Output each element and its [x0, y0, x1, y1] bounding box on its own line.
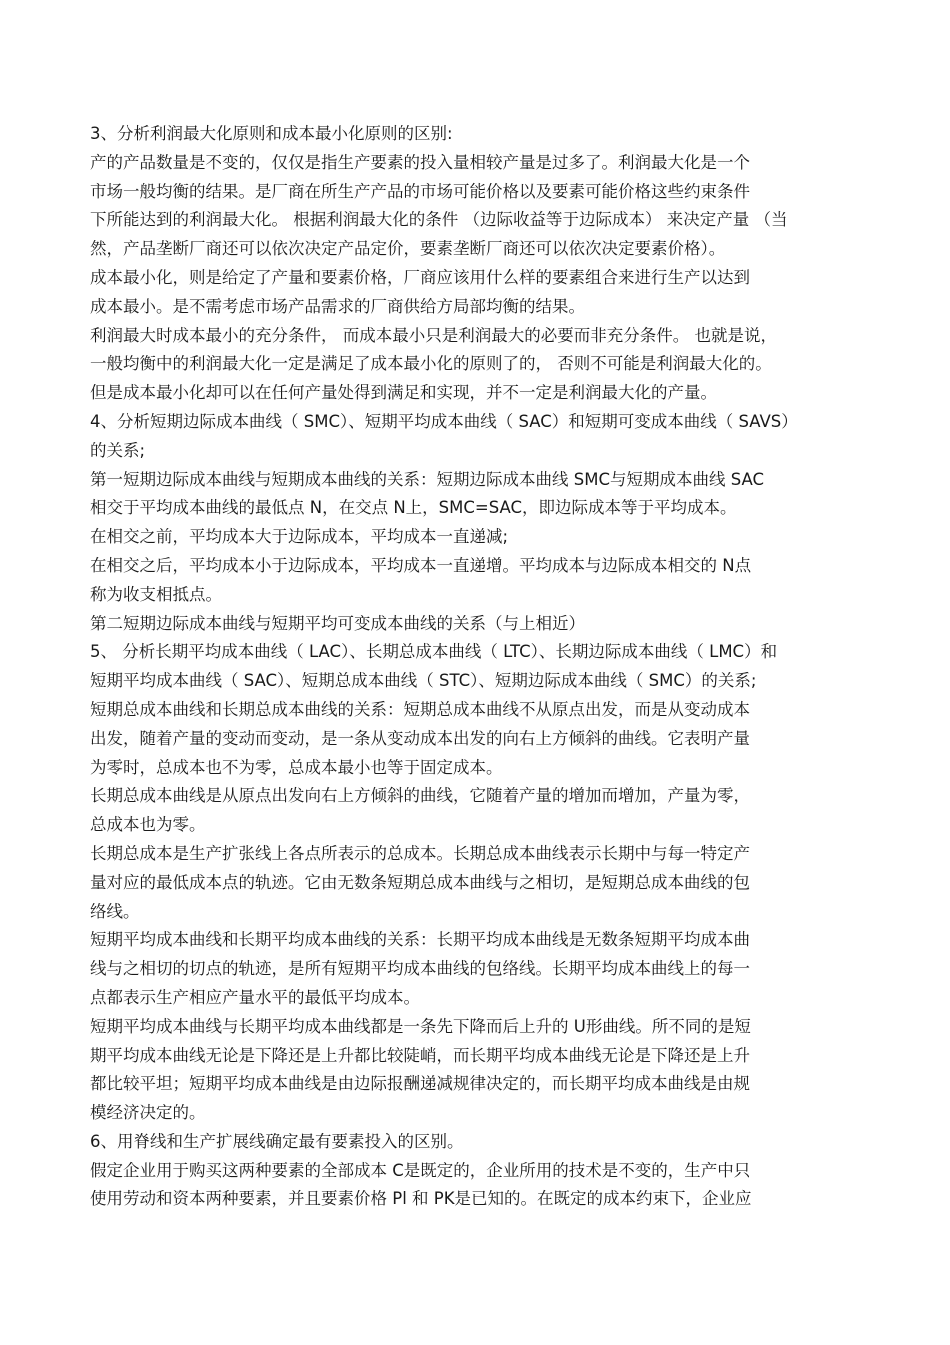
text-line: 但是成本最小化却可以在任何产量处得到满足和实现，并不一定是利润最大化的产量。: [90, 383, 717, 403]
text-line: 在相交之前，平均成本大于边际成本，平均成本一直递减;: [90, 527, 509, 547]
text-line: 短期平均成本曲线（ SAC）、短期总成本曲线（ STC）、短期边际成本曲线（ SMC）的关系;: [90, 671, 757, 691]
text-line: 假定企业用于购买这两种要素的全部成本 C是既定的，企业所用的技术是不变的，生产中只: [90, 1160, 751, 1180]
text-line: 为零时，总成本也不为零，总成本最小也等于固定成本。: [90, 757, 503, 777]
text-line: 第一短期边际成本曲线与短期成本曲线的关系：短期边际成本曲线 SMC与短期成本曲线 SAC: [90, 469, 765, 489]
text-line: 4、分析短期边际成本曲线（ SMC）、短期平均成本曲线（ SAC）和短期可变成本曲线（ SAVS）: [90, 411, 798, 431]
text-line: 期平均成本曲线无论是下降还是上升都比较陡峭，而长期平均成本曲线无论是下降还是上升: [90, 1045, 750, 1065]
text-line: 产的产品数量是不变的，仅仅是指生产要素的投入量相较产量是过多了。利润最大化是一个: [90, 152, 750, 172]
text-line: 长期总成本曲线是从原点出发向右上方倾斜的曲线，它随着产量的增加而增加，产量为零，: [90, 786, 750, 806]
text-line: 下所能达到的利润最大化。 根据利润最大化的条件 （边际收益等于边际成本） 来决定产量 （当: [90, 210, 788, 230]
text-line: 市场一般均衡的结果。是厂商在所生产产品的市场可能价格以及要素可能价格这些约束条件: [90, 181, 750, 201]
text-line: 3、分析利润最大化原则和成本最小化原则的区别:: [90, 124, 453, 143]
text-line: 6、用脊线和生产扩展线确定最有要素投入的区别。: [90, 1131, 464, 1151]
text-line: 线与之相切的切点的轨迹，是所有短期平均成本曲线的包络线。长期平均成本曲线上的每一: [90, 959, 750, 979]
text-line: 一般均衡中的利润最大化一定是满足了成本最小化的原则了的， 否则不可能是利润最大化的。: [90, 354, 772, 374]
text-line: 称为收支相抵点。: [90, 584, 222, 604]
text-line: 点都表示生产相应产量水平的最低平均成本。: [90, 987, 420, 1007]
text-line: 都比较平坦；短期平均成本曲线是由边际报酬递减规律决定的，而长期平均成本曲线是由规: [90, 1074, 750, 1094]
text-line: 然，产品垄断厂商还可以依次决定产品定价，要素垄断厂商还可以依次决定要素价格）。: [90, 239, 726, 259]
document-body: [90, 120, 870, 1214]
text-line: 相交于平均成本曲线的最低点 N，在交点 N上，SMC=SAC，即边际成本等于平均成本。: [90, 498, 737, 518]
text-line: 利润最大时成本最小的充分条件， 而成本最小只是利润最大的必要而非充分条件。 也就是说，: [90, 325, 777, 345]
text-line: 出发，随着产量的变动而变动，是一条从变动成本出发的向右上方倾斜的曲线。它表明产量: [90, 728, 750, 748]
text-line: 在相交之后，平均成本小于边际成本，平均成本一直递增。平均成本与边际成本相交的 N点: [90, 555, 752, 575]
text-line: 成本最小。是不需考虑市场产品需求的厂商供给方局部均衡的结果。: [90, 296, 585, 316]
text-line: 的关系;: [90, 440, 146, 460]
text-line: 第二短期边际成本曲线与短期平均可变成本曲线的关系（与上相近）: [90, 613, 585, 633]
text-line: 成本最小化，则是给定了产量和要素价格，厂商应该用什么样的要素组合来进行生产以达到: [90, 267, 750, 287]
text-line: 短期总成本曲线和长期总成本曲线的关系：短期总成本曲线不从原点出发，而是从变动成本: [90, 699, 750, 719]
text-line: 模经济决定的。: [90, 1103, 206, 1123]
text-line: 使用劳动和资本两种要素，并且要素价格 Pl 和 PK是已知的。在既定的成本约束下，企业应: [90, 1189, 752, 1209]
text-line: 量对应的最低成本点的轨迹。它由无数条短期总成本曲线与之相切，是短期总成本曲线的包: [90, 872, 750, 892]
text-line: 络线。: [90, 901, 140, 921]
text-line: 5、 分析长期平均成本曲线（ LAC）、长期总成本曲线（ LTC）、长期边际成本曲线（ LMC）和: [90, 642, 778, 662]
text-line: 长期总成本是生产扩张线上各点所表示的总成本。长期总成本曲线表示长期中与每一特定产: [90, 843, 750, 863]
text-line: 短期平均成本曲线和长期平均成本曲线的关系：长期平均成本曲线是无数条短期平均成本曲: [90, 930, 750, 950]
text-line: 总成本也为零。: [90, 815, 206, 835]
text-line: 短期平均成本曲线与长期平均成本曲线都是一条先下降而后上升的 U形曲线。所不同的是短: [90, 1016, 751, 1036]
